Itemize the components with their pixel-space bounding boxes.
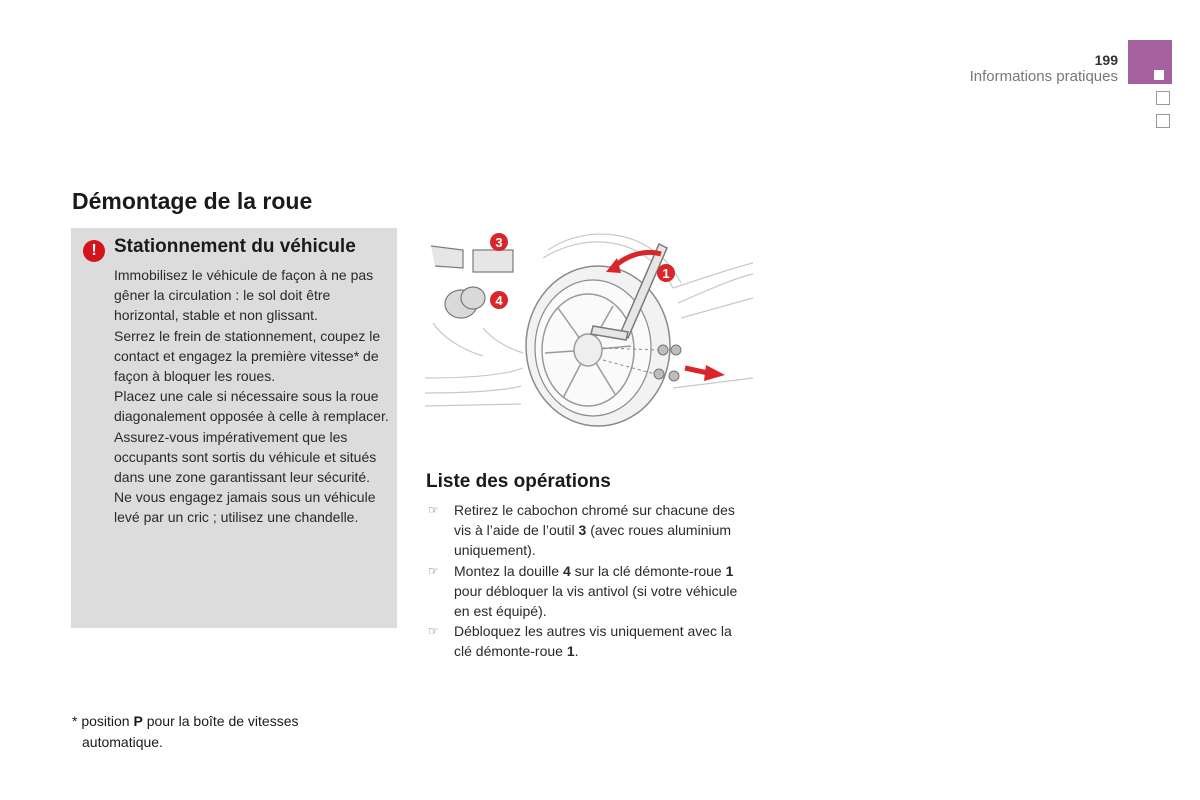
operation-item: ☞ Retirez le cabochon chromé sur chacune des vis à l’aide de l’outil 3 (avec roues aluminium uniquement).: [428, 502, 735, 559]
chapter-tab-marker: [1128, 40, 1172, 84]
warning-paragraph: Assurez-vous impérativement que les occupants sont sortis du véhicule et situés dans une zone garantissant leur sécurité.: [114, 428, 377, 486]
page-number: 199: [1094, 52, 1118, 68]
chapter-tab-box: [1156, 91, 1170, 105]
warning-title: Stationnement du véhicule: [114, 236, 356, 257]
warning-body: [114, 265, 389, 528]
svg-text:4: 4: [495, 293, 503, 308]
callout-3: [490, 233, 508, 251]
warning-paragraph: Placez une cale si nécessaire sous la roue diagonalement opposée à celle à remplacer.: [114, 388, 389, 425]
footnote-line: * position P pour la boîte de vitesses: [72, 713, 299, 729]
warning-exclamation-icon: !: [83, 240, 105, 262]
operation-item: ☞ Montez la douille 4 sur la clé démonte-roue 1 pour débloquer la vis antivol (si votre véhicule en est équipé).: [428, 562, 738, 620]
warning-paragraph: Immobilisez le véhicule de façon à ne pas gêner la circulation : le sol doit être horizontal, stable et non glissant.: [114, 267, 374, 324]
pointing-hand-icon: ☞: [428, 624, 439, 639]
callout-4: [490, 291, 508, 309]
svg-text:1: 1: [662, 266, 670, 281]
chapter-tab-dot: [1154, 70, 1164, 80]
svg-text:3: 3: [495, 235, 503, 250]
callout-1: [657, 264, 675, 282]
section-label: Informations pratiques: [969, 68, 1118, 85]
warning-box: [71, 228, 397, 628]
warning-paragraph: Ne vous engagez jamais sous un véhicule levé par un cric ; utilisez une chandelle.: [114, 489, 376, 526]
operations-title: Liste des opérations: [426, 471, 611, 492]
page-title: Démontage de la roue: [72, 188, 313, 214]
chapter-tab-box: [1156, 114, 1170, 128]
operation-item: ☞ Débloquez les autres vis uniquement avec la clé démonte-roue 1.: [428, 623, 732, 660]
pointing-hand-icon: ☞: [428, 503, 439, 517]
footnote-line: automatique.: [82, 733, 163, 750]
footnote: [72, 711, 372, 752]
pointing-hand-icon: ☞: [428, 563, 439, 578]
wheel-removal-illustration: [423, 228, 753, 428]
operations-list: [426, 500, 746, 662]
warning-paragraph: Serrez le frein de stationnement, coupez le contact et engagez la première vitesse* de façon à bloquer les roues.: [114, 327, 381, 385]
